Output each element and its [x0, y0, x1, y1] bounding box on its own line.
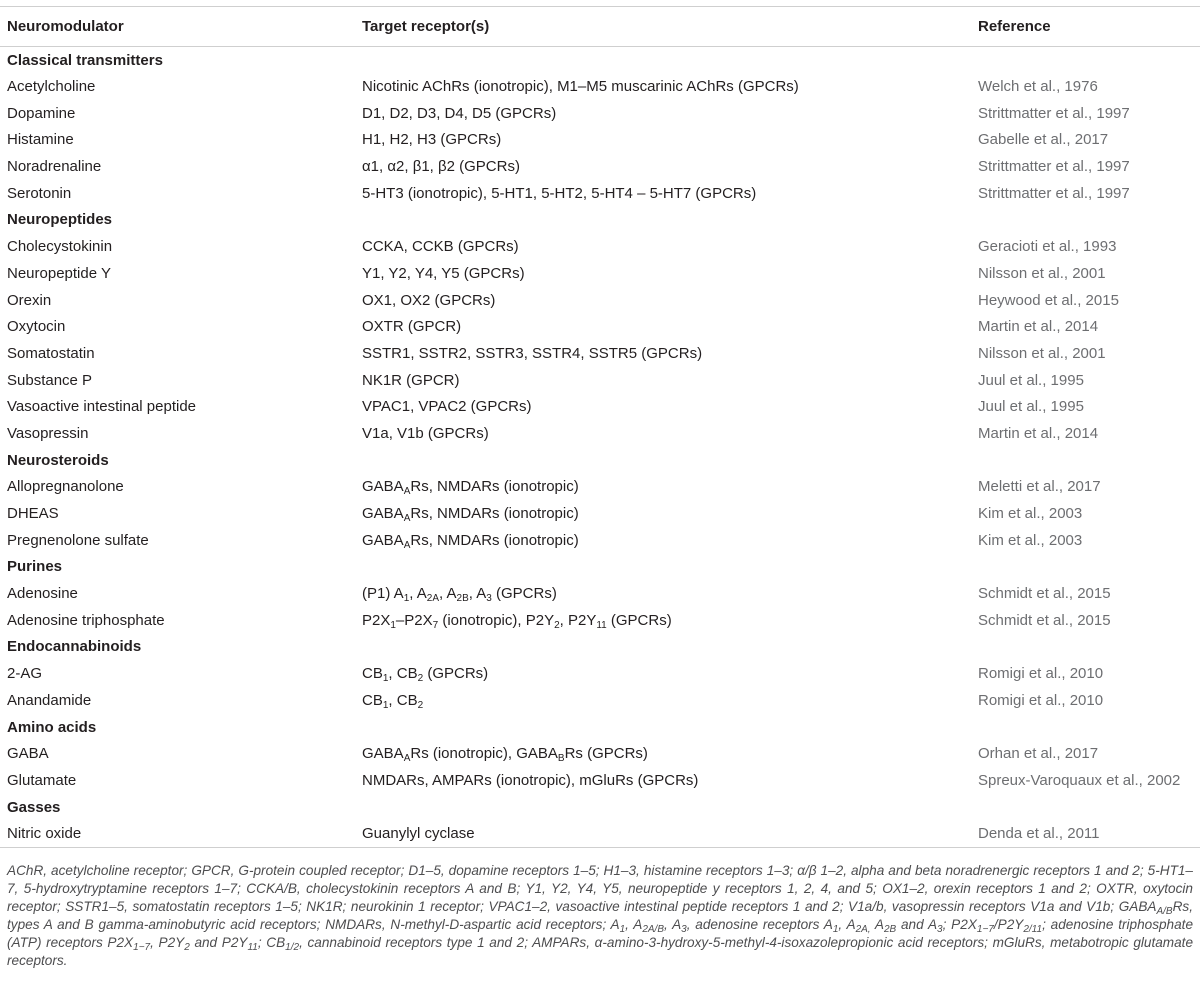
column-header-reference: Reference	[978, 7, 1200, 47]
neuromodulator-cell: Allopregnanolone	[7, 478, 124, 496]
neuromodulator-cell: Dopamine	[7, 104, 76, 122]
reference-cell: Welch et al., 1976	[978, 78, 1098, 96]
target-receptor-cell: CCKA, CCKB (GPCRs)	[362, 238, 519, 256]
target-receptor-cell: $CB_1$, $CB_2$ (GPCRs)	[362, 665, 489, 685]
target-receptor-cell: SSTR1, SSTR2, SSTR3, SSTR4, SSTR5 (GPCRs)	[362, 344, 703, 362]
table-row	[0, 580, 1200, 607]
section-header-row	[0, 554, 1200, 581]
target-receptor-cell: V1a, V1b (GPCRs)	[362, 424, 489, 442]
table-row	[0, 180, 1200, 207]
section-title: Classical transmitters	[7, 51, 163, 69]
reference-cell: Nilsson et al., 2001	[978, 264, 1106, 282]
reference-cell: Meletti et al., 2017	[978, 478, 1101, 496]
section-header-row	[0, 447, 1200, 474]
neuromodulator-cell: GABA	[7, 745, 49, 763]
neuromodulator-cell: DHEAS	[7, 505, 59, 523]
section-title: Amino acids	[7, 718, 97, 736]
reference-cell: Juul et al., 1995	[978, 398, 1084, 416]
neuromodulator-cell: Histamine	[7, 131, 74, 149]
neuromodulator-cell: Glutamate	[7, 771, 77, 789]
reference-cell: Romigi et al., 2010	[978, 691, 1104, 709]
reference-cell: Gabelle et al., 2017	[978, 131, 1109, 149]
neuromodulator-cell: Anandamide	[7, 691, 92, 709]
target-receptor-cell: $GABA_ARs$, NMDARs (ionotropic)	[362, 531, 579, 551]
target-receptor-cell: Guanylyl cyclase	[362, 820, 978, 847]
target-receptor-cell: NMDARs, AMPARs (ionotropic), mGluRs (GPCRs)	[362, 771, 699, 789]
reference-cell: Strittmatter et al., 1997	[978, 104, 1130, 122]
neuromodulator-cell: Oxytocin	[7, 318, 66, 336]
table-row	[0, 153, 1200, 180]
target-receptor-cell: α1, α2, β1, β2 (GPCRs)	[362, 158, 520, 176]
header-row	[0, 7, 1200, 47]
table-row	[0, 100, 1200, 127]
reference-cell: Strittmatter et al., 1997	[978, 184, 1130, 202]
neuromodulator-cell: Adenosine triphosphate	[7, 611, 165, 629]
table-footnote: AChR, acetylcholine receptor; GPCR, G-protein coupled receptor; D1–5, dopamine receptors 1–5; H1–3, histamine receptors 1–3; α/β 1–2, alpha and beta noradrenergic receptors 1 and 2; 5-HT1–7, 5-hydroxytryptamine receptors 1–7; CCKA/B, cholecystokinin receptors A and B; Y1, Y2, Y4, Y5, neuropeptide y receptors 1, 2, 4, and 5; OX1–2, orexin receptors 1 and 2; OXTR, oxytocin receptor; SSTR1–5, somatostatin receptors 1–5; NK1R; neurokinin 1 receptor; VPAC1–2, vasoactive intestinal peptide receptors 1 and 2; V1a/b, vasopressin receptors V1a and V1b; $GABA_{A/B}Rs$, types A and B gamma-aminobutyric acid receptors; NMDARs, N-methyl-D-aspartic acid receptors; $A_1$, $A_{2A/B}$, $A_3$, adenosine receptors $A_1$, $A_{2A,}$ $A_{2B}$ and $A_3$; $P2X_{1-7}/P2Y_{2/11}$; adenosine triphosphate (ATP) receptors $P2X_{1-7}$, $P2Y_2$ and $P2Y_{11}$; $CB_{1/2}$, cannabinoid receptors type 1 and 2; AMPARs, α-amino-3-hydroxy-5-methyl-4-isoxazolepropionic acid receptors; mGluRs, metabotropic glutamate receptors.	[7, 863, 1194, 968]
target-receptor-cell: OXTR (GPCR)	[362, 318, 462, 336]
neuromodulator-cell: 2-AG	[7, 665, 43, 683]
target-receptor-cell: 5-HT3 (ionotropic), 5-HT1, 5-HT2, 5-HT4 – 5-HT7 (GPCRs)	[362, 184, 757, 202]
table-row	[0, 393, 1200, 420]
neuromodulator-cell: Vasopressin	[7, 424, 89, 442]
column-header-neuromodulator: Neuromodulator	[0, 7, 362, 47]
neuromodulator-cell: Cholecystokinin	[7, 238, 113, 256]
section-title: Purines	[7, 558, 63, 576]
table-row	[0, 500, 1200, 527]
target-receptor-cell: $P2X_1-P2X_7$ (ionotropic), $P2Y_2$, $P2Y_{11}$ (GPCRs)	[362, 611, 672, 631]
column-header-target-receptors: Target receptor(s)	[362, 7, 978, 47]
neuromodulator-cell: Nitric oxide	[0, 820, 362, 847]
reference-cell: Strittmatter et al., 1997	[978, 158, 1130, 176]
target-receptor-cell: $GABA_ARs$ (ionotropic), $GABA_BRs$ (GPCRs)	[362, 745, 648, 765]
table-row	[0, 527, 1200, 554]
table-row	[0, 474, 1200, 501]
table-header	[0, 7, 1200, 47]
target-receptor-cell: $GABA_ARs$, NMDARs (ionotropic)	[362, 505, 579, 525]
reference-cell: Spreux-Varoquaux et al., 2002	[978, 771, 1181, 789]
table-row	[0, 820, 1200, 847]
neuromodulator-cell: Pregnenolone sulfate	[7, 531, 149, 549]
target-receptor-cell: Y1, Y2, Y4, Y5 (GPCRs)	[362, 264, 525, 282]
table-row	[0, 687, 1200, 714]
table-row	[0, 660, 1200, 687]
target-receptor-cell: $GABA_ARs$, NMDARs (ionotropic)	[362, 478, 579, 498]
table-row	[0, 420, 1200, 447]
reference-cell: Romigi et al., 2010	[978, 665, 1104, 683]
table-row	[0, 233, 1200, 260]
neuromodulator-cell: Vasoactive intestinal peptide	[7, 398, 197, 416]
neuromodulator-cell: Acetylcholine	[7, 78, 96, 96]
table-row	[0, 340, 1200, 367]
target-receptor-cell: Nicotinic AChRs (ionotropic), M1–M5 muscarinic AChRs (GPCRs)	[362, 78, 799, 96]
target-receptor-cell: $CB_1$, $CB_2$	[362, 691, 424, 711]
section-header-row	[0, 207, 1200, 234]
target-receptor-cell: D1, D2, D3, D4, D5 (GPCRs)	[362, 104, 557, 122]
section-title: Endocannabinoids	[7, 638, 142, 656]
section-header-row	[0, 47, 1200, 74]
neuromodulator-cell: Orexin	[7, 291, 52, 309]
reference-cell: Martin et al., 2014	[978, 318, 1099, 336]
table-row	[0, 767, 1200, 794]
target-receptor-cell: VPAC1, VPAC2 (GPCRs)	[362, 398, 532, 416]
reference-cell: Kim et al., 2003	[978, 505, 1083, 523]
neuromodulator-cell: Noradrenaline	[7, 158, 102, 176]
reference-cell: Geracioti et al., 1993	[978, 238, 1117, 256]
table-row	[0, 313, 1200, 340]
table-row	[0, 607, 1200, 634]
table-row	[0, 287, 1200, 314]
table-row	[0, 260, 1200, 287]
neuromodulator-cell: Serotonin	[7, 184, 72, 202]
section-title: Neuropeptides	[7, 211, 113, 229]
section-title: Neurosteroids	[7, 451, 109, 469]
reference-cell: Kim et al., 2003	[978, 531, 1083, 549]
reference-cell: Denda et al., 2011	[978, 820, 1200, 847]
table-row	[0, 127, 1200, 154]
table-row	[0, 740, 1200, 767]
target-receptor-cell: (P1) $A_1$, $A_{2A}$, $A_{2B}$, $A_3$ (GPCRs)	[362, 585, 557, 605]
section-header-row	[0, 634, 1200, 661]
reference-cell: Heywood et al., 2015	[978, 291, 1119, 309]
neuromodulator-cell: Neuropeptide Y	[7, 264, 111, 282]
target-receptor-cell: OX1, OX2 (GPCRs)	[362, 291, 496, 309]
reference-cell: Juul et al., 1995	[978, 371, 1084, 389]
reference-cell: Schmidt et al., 2015	[978, 585, 1111, 603]
neuromodulator-cell: Adenosine	[7, 585, 78, 603]
neuromodulator-cell: Somatostatin	[7, 344, 95, 362]
neuromodulator-table-container	[0, 6, 1200, 848]
target-receptor-cell: H1, H2, H3 (GPCRs)	[362, 131, 502, 149]
target-receptor-cell: NK1R (GPCR)	[362, 371, 460, 389]
table-body	[0, 47, 1200, 848]
reference-cell: Orhan et al., 2017	[978, 745, 1099, 763]
table-row	[0, 367, 1200, 394]
reference-cell: Schmidt et al., 2015	[978, 611, 1111, 629]
table-row	[0, 73, 1200, 100]
neuromodulator-table	[0, 6, 1200, 848]
reference-cell: Nilsson et al., 2001	[978, 344, 1106, 362]
section-title: Gasses	[7, 798, 61, 816]
neuromodulator-cell: Substance P	[7, 371, 93, 389]
reference-cell: Martin et al., 2014	[978, 424, 1099, 442]
section-header-row	[0, 714, 1200, 741]
section-header-row	[0, 794, 1200, 821]
